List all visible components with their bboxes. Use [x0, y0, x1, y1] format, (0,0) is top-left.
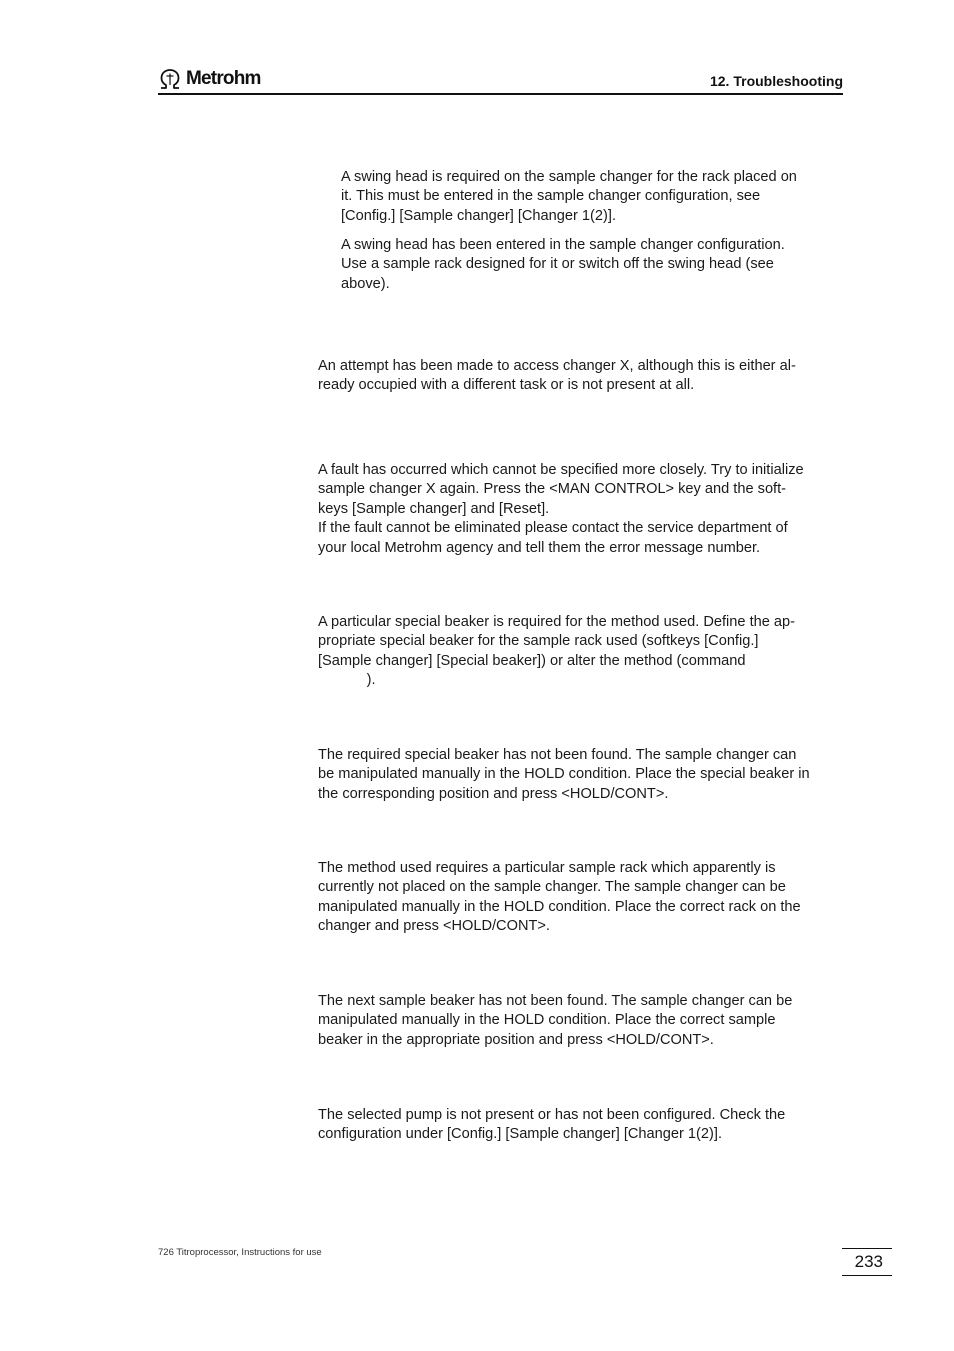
paragraph-sample-beaker-not-found	[318, 992, 848, 1050]
page-header	[158, 66, 843, 94]
omega-logo-icon	[158, 68, 182, 90]
text-line: A swing head is required on the sample changer for the rack placed on	[341, 169, 797, 185]
text-line: your local Metrohm agency and tell them the error message number.	[318, 539, 761, 556]
text-line: If the fault cannot be eliminated please contact the service department of	[318, 520, 788, 537]
text-line: The next sample beaker has not been found. The sample changer can be	[318, 993, 793, 1009]
text-line: The selected pump is not present or has not been configured. Check the	[318, 1107, 786, 1123]
paragraph-unspecified-fault	[318, 461, 848, 558]
text-line: A particular special beaker is required for the method used. Define the ap-	[318, 614, 795, 630]
text-line: A swing head has been entered in the sample changer configuration.	[341, 237, 785, 253]
text-line: ).	[318, 672, 376, 689]
text-line: the corresponding position and press <HOLD/CONT>.	[318, 785, 669, 802]
text-line: beaker in the appropriate position and press <HOLD/CONT>.	[318, 1031, 714, 1048]
text-line: An attempt has been made to access changer X, although this is either al-	[318, 358, 796, 374]
chapter-title: 12. Troubleshooting	[709, 73, 843, 89]
text-line: sample changer X again. Press the <MAN CONTROL> key and the soft-	[318, 481, 787, 498]
paragraph-sample-rack-required	[318, 859, 848, 937]
text-line: keys [Sample changer] and [Reset].	[318, 500, 550, 517]
text-line: above).	[341, 275, 390, 292]
metrohm-logo	[158, 66, 261, 92]
text-line: manipulated manually in the HOLD condition. Place the correct sample	[318, 1012, 776, 1029]
text-line: A fault has occurred which cannot be specified more closely. Try to initialize	[318, 462, 804, 478]
paragraph-swing-head-required	[341, 168, 841, 226]
text-line: it. This must be entered in the sample changer configuration, see	[341, 188, 761, 205]
text-line: currently not placed on the sample changer. The sample changer can be	[318, 879, 786, 896]
text-line: The method used requires a particular sample rack which apparently is	[318, 860, 776, 876]
text-line: ready occupied with a different task or is not present at all.	[318, 377, 695, 394]
header-rule	[158, 93, 843, 95]
paragraph-pump-not-present	[318, 1106, 848, 1145]
text-line: The required special beaker has not been found. The sample changer can	[318, 747, 797, 763]
text-line: manipulated manually in the HOLD condition. Place the correct rack on the	[318, 898, 801, 915]
paragraph-special-beaker-not-found	[318, 746, 848, 804]
text-line: [Sample changer] [Special beaker]) or alter the method (command	[318, 652, 746, 669]
text-line: [Config.] [Sample changer] [Changer 1(2)].	[341, 207, 616, 224]
page-number-box	[842, 1248, 892, 1276]
text-line: propriate special beaker for the sample rack used (softkeys [Config.]	[318, 633, 759, 650]
text-line: be manipulated manually in the HOLD condition. Place the special beaker in	[318, 766, 810, 783]
brand-name: Metrohm	[186, 68, 261, 89]
paragraph-swing-head-entered	[341, 236, 841, 294]
paragraph-changer-access	[318, 357, 848, 396]
footer-doc-title: 726 Titroprocessor, Instructions for use	[158, 1247, 322, 1258]
paragraph-special-beaker-required	[318, 613, 848, 691]
page-number: 233	[854, 1252, 883, 1271]
text-line: configuration under [Config.] [Sample changer] [Changer 1(2)].	[318, 1126, 722, 1143]
text-line: changer and press <HOLD/CONT>.	[318, 918, 550, 935]
text-line: Use a sample rack designed for it or switch off the swing head (see	[341, 256, 774, 273]
